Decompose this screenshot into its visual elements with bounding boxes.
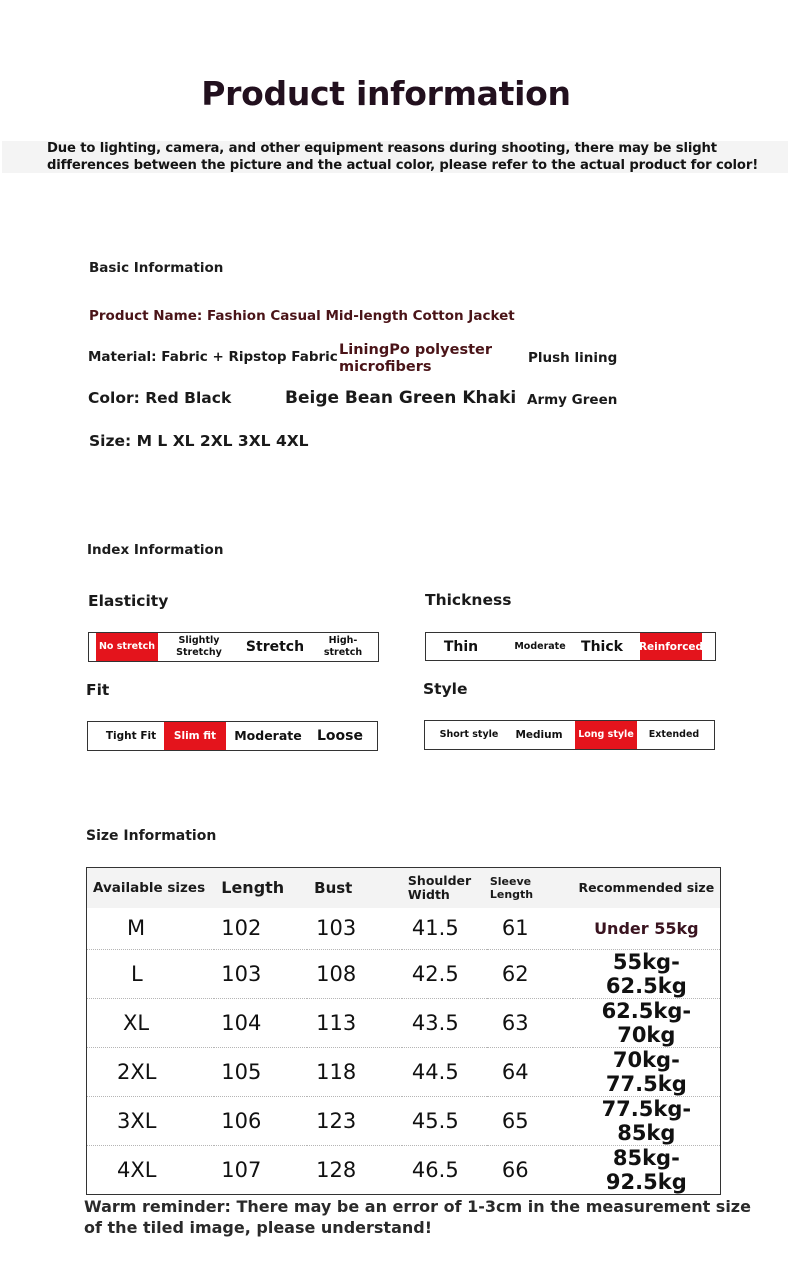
style-scale	[424, 720, 715, 750]
table-row	[87, 950, 721, 999]
cell-length: 104	[214, 999, 307, 1048]
size-table-header	[87, 868, 721, 908]
warm-reminder: Warm reminder: There may be an error of 1-3cm in the measurement size of the tiled image, please understand!	[84, 1197, 751, 1237]
header-available-sizes: Available sizes	[87, 868, 215, 908]
header-length: Length	[214, 868, 307, 908]
thickness-scale	[425, 632, 716, 661]
cell-sleeve: 65	[487, 1097, 573, 1146]
cell-shoulder: 42.5	[402, 950, 487, 999]
product-name: Product Name: Fashion Casual Mid-length Cotton Jacket	[89, 308, 515, 324]
fit-label: Fit	[86, 681, 110, 699]
thickness-label: Thickness	[425, 591, 512, 609]
elasticity-option-stretch: Stretch	[245, 639, 305, 655]
basic-info-heading: Basic Information	[89, 260, 224, 276]
table-row	[87, 1097, 721, 1146]
cell-recommended: 85kg-92.5kg	[605, 1146, 687, 1194]
thickness-option-moderate: Moderate	[514, 640, 566, 652]
cell-recommended: Under 55kg	[573, 908, 721, 950]
cell-shoulder: 41.5	[402, 908, 487, 950]
style-option-long-style: Long style	[575, 721, 637, 749]
cell-length: 102	[214, 908, 307, 950]
fit-option-slim-fit: Slim fit	[164, 722, 226, 750]
thickness-option-thin: Thin	[443, 638, 479, 655]
thickness-option-thick: Thick	[581, 638, 623, 655]
fit-option-tight-fit: Tight Fit	[105, 730, 157, 742]
cell-size: 3XL	[87, 1097, 215, 1146]
cell-recommended: 62.5kg-70kg	[573, 999, 721, 1048]
fit-option-moderate: Moderate	[234, 728, 302, 743]
cell-size: 2XL	[87, 1048, 215, 1097]
header-bust: Bust	[307, 868, 402, 908]
style-option-medium: Medium	[515, 729, 563, 741]
header-shoulder-width: Shoulder Width	[402, 868, 487, 908]
elasticity-option-high-stretch: High-stretch	[323, 635, 363, 658]
style-option-short-style: Short style	[439, 729, 499, 740]
color-list-1: Color: Red Black	[88, 389, 232, 407]
cell-sleeve: 62	[487, 950, 573, 999]
cell-shoulder: 45.5	[402, 1097, 487, 1146]
cell-recommended: 77.5kg-85kg	[573, 1097, 721, 1146]
cell-bust: 108	[307, 950, 402, 999]
cell-bust: 113	[307, 999, 402, 1048]
table-row	[87, 908, 721, 950]
cell-sleeve: 64	[487, 1048, 573, 1097]
cell-bust: 118	[307, 1048, 402, 1097]
style-label: Style	[423, 680, 468, 698]
table-row	[87, 1048, 721, 1097]
cell-bust: 123	[307, 1097, 402, 1146]
color-list-2: Beige Bean Green Khaki	[285, 388, 517, 408]
cell-length: 106	[214, 1097, 307, 1146]
cell-size: M	[87, 908, 215, 950]
index-info-heading: Index Information	[87, 542, 224, 558]
cell-sleeve: 66	[501, 1158, 529, 1182]
material: Material: Fabric + Ripstop Fabric	[88, 349, 338, 365]
header-sleeve-length: Sleeve Length	[487, 868, 573, 908]
cell-bust: 103	[307, 908, 402, 950]
table-row	[87, 999, 721, 1048]
color-disclaimer: Due to lighting, camera, and other equipment reasons during shooting, there may be slight differences between the picture and the actual color, please refer to the actual product for color!	[47, 141, 759, 173]
elasticity-option-slightly-stretchy: Slightly Stretchy	[176, 635, 222, 658]
cell-length: 105	[214, 1048, 307, 1097]
cell-length: 103	[214, 950, 307, 999]
color-list-3: Army Green	[527, 392, 618, 408]
size-info-heading: Size Information	[86, 828, 217, 844]
fit-option-loose: Loose	[317, 728, 363, 744]
size-table	[86, 867, 721, 1195]
elasticity-option-no-stretch: No stretch	[96, 633, 158, 661]
cell-shoulder: 43.5	[402, 999, 487, 1048]
table-row	[87, 1146, 721, 1195]
header-recommended-size: Recommended size	[573, 868, 721, 908]
page-title: Product information	[201, 74, 571, 113]
cell-bust: 128	[316, 1158, 357, 1182]
cell-sleeve: 63	[487, 999, 573, 1048]
style-option-extended: Extended	[648, 729, 700, 740]
cell-shoulder: 46.5	[411, 1158, 459, 1182]
cell-size: XL	[87, 999, 215, 1048]
cell-recommended: 55kg-62.5kg	[573, 950, 721, 999]
elasticity-label: Elasticity	[88, 592, 169, 610]
elasticity-scale	[88, 632, 379, 662]
cell-shoulder: 44.5	[402, 1048, 487, 1097]
size-list: Size: M L XL 2XL 3XL 4XL	[89, 432, 309, 450]
lining-type: Plush lining	[528, 350, 618, 366]
lining-material: LiningPo polyester microfibers	[339, 342, 492, 375]
cell-recommended: 70kg-77.5kg	[573, 1048, 721, 1097]
cell-sleeve: 61	[487, 908, 573, 950]
cell-length: 107	[221, 1158, 262, 1182]
thickness-option-reinforced: Reinforced	[640, 633, 702, 660]
cell-size: L	[87, 950, 215, 999]
fit-scale	[87, 721, 378, 751]
cell-size: 4XL	[117, 1158, 157, 1182]
